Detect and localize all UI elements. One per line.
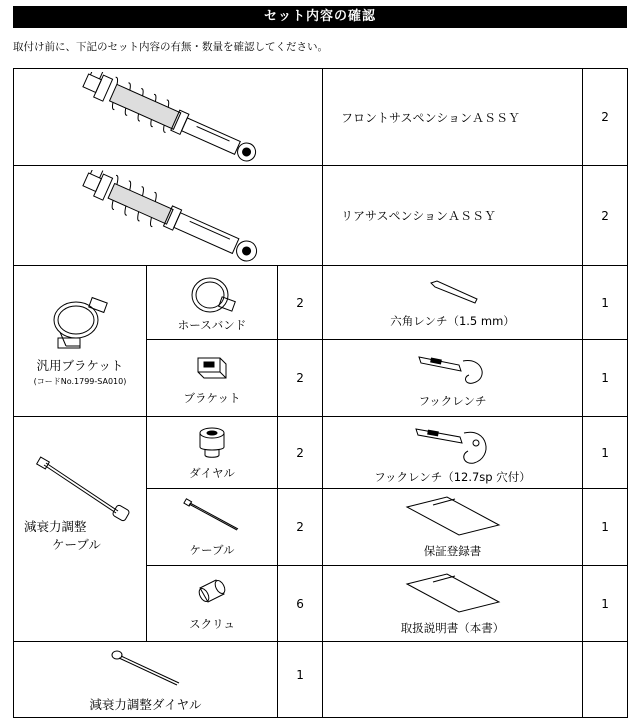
rear-suspension-qty: 2 — [583, 166, 628, 266]
cable-qty: 2 — [278, 489, 323, 566]
table-row — [14, 642, 628, 718]
hook-wrench-name: フックレンチ — [418, 394, 487, 408]
dial-qty: 2 — [278, 417, 323, 489]
cable-group-name-line2: ケーブル — [52, 537, 101, 552]
warranty-name: 保証登録書 — [423, 544, 482, 558]
cable-group-image-wrap — [24, 455, 134, 525]
adj-dial-cell — [14, 642, 278, 718]
warranty-qty: 1 — [583, 489, 628, 566]
table-row — [14, 266, 628, 340]
hook-wrench-hole-cell — [323, 417, 583, 489]
cable-name: ケーブル — [189, 543, 235, 557]
bracket-group-cell — [14, 266, 147, 417]
screw-qty: 6 — [278, 566, 323, 642]
table-row — [14, 417, 628, 489]
warranty-card-image — [403, 495, 503, 537]
bracket-band-image — [40, 290, 120, 352]
empty-cell — [583, 642, 628, 718]
front-suspension-name: フロントサスペンションＡＳＳＹ — [323, 69, 583, 166]
section-header: セット内容の確認 — [13, 6, 627, 28]
warranty-cell — [323, 489, 583, 566]
bracket-cell — [147, 340, 278, 417]
bracket-group-name: 汎用ブラケット — [36, 357, 124, 373]
bracket-qty: 2 — [278, 340, 323, 417]
hook-wrench-hole-image — [410, 421, 496, 467]
empty-cell — [323, 642, 583, 718]
manual-name: 取扱説明書（本書） — [400, 620, 505, 635]
adj-dial-image — [101, 647, 191, 689]
hose-band-name: ホースバンド — [177, 317, 247, 332]
hook-wrench-qty: 1 — [583, 340, 628, 417]
intro-text: 取付け前に、下記のセット内容の有無・数量を確認してください。 — [13, 41, 328, 53]
rear-suspension-image-cell — [14, 166, 323, 266]
hex-wrench-qty: 1 — [583, 266, 628, 340]
front-suspension-image-cell — [14, 69, 323, 166]
dial-cell — [147, 417, 278, 489]
dial-image — [192, 425, 232, 461]
hook-wrench-cell — [323, 340, 583, 417]
hose-band-qty: 2 — [278, 266, 323, 340]
rear-suspension-image — [58, 170, 278, 262]
cable-cell — [147, 489, 278, 566]
hook-wrench-hole-qty: 1 — [583, 417, 628, 489]
manual-qty: 1 — [583, 566, 628, 642]
hose-band-cell — [147, 266, 278, 340]
table-row — [14, 69, 628, 166]
front-suspension-image — [58, 72, 278, 162]
dial-name: ダイヤル — [189, 465, 235, 480]
screw-name: スクリュ — [189, 616, 235, 631]
bracket-name: ブラケット — [183, 391, 241, 405]
hook-wrench-hole-name: フックレンチ（12.7sp 穴付） — [374, 469, 531, 484]
rear-suspension-name: リアサスペンションＡＳＳＹ — [323, 166, 583, 266]
hook-wrench-image — [413, 347, 493, 387]
hex-wrench-name: 六角レンチ（1.5 mm） — [390, 313, 515, 328]
adj-dial-qty: 1 — [278, 642, 323, 718]
manual-image — [403, 572, 503, 614]
cable-image — [177, 496, 247, 536]
hex-wrench-image — [423, 277, 483, 307]
table-row — [14, 166, 628, 266]
cable-group-cell — [14, 417, 147, 642]
screw-image — [194, 576, 230, 606]
parts-table — [13, 68, 628, 718]
bracket-group-code: (コードNo.1799-SA010) — [33, 376, 127, 386]
adj-dial-name: 減衰力調整ダイヤル — [89, 696, 202, 712]
adjust-cable-image — [24, 455, 134, 525]
cable-group-name-line1: 減衰力調整 — [24, 519, 87, 534]
manual-cell — [323, 566, 583, 642]
hose-band-image — [184, 273, 240, 317]
front-suspension-qty: 2 — [583, 69, 628, 166]
screw-cell — [147, 566, 278, 642]
hex-wrench-cell — [323, 266, 583, 340]
bracket-image — [192, 350, 232, 384]
